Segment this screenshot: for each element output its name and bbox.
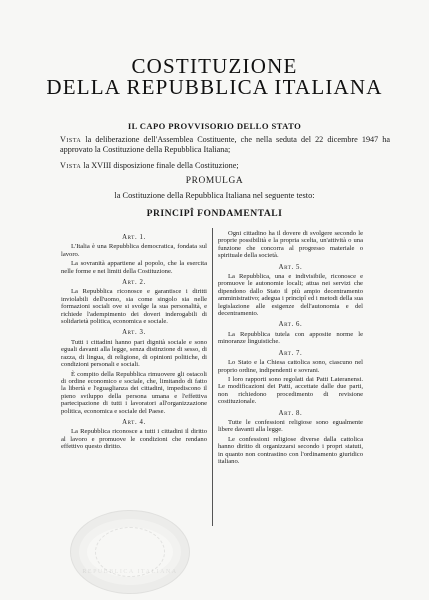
column-divider (212, 228, 213, 526)
article-paragraph: La Repubblica riconosce a tutti i cittadini il diritto al lavoro e promuove le condizioni che rendano effettivo questo diritto. (61, 428, 207, 451)
vista-text: la XVIII disposizione finale della Costituzione; (83, 161, 239, 170)
article-paragraph: La Repubblica tutela con apposite norme le minoranze linguistiche. (218, 330, 363, 346)
vista-paragraph-1 (60, 135, 390, 154)
article-paragraph: La Repubblica riconosce e garantisce i diritti inviolabili dell'uomo, sia come singolo sia nelle formazioni sociali ove si svolge la sua personalità, e richiede l'adempimento dei doveri inderogabili di solidarietà politica, economica e sociale. (61, 288, 207, 326)
article-heading: Art. 2. (122, 279, 146, 287)
article-paragraph: Tutte le confessioni religiose sono egualmente libere davanti alla legge. (218, 418, 363, 434)
article-paragraph: L'Italia è una Repubblica democratica, fondata sul lavoro. (61, 243, 207, 258)
article-heading: Art. 8. (278, 409, 303, 417)
promulga-heading: PROMULGA (185, 176, 244, 186)
left-column (61, 230, 207, 453)
vista-word: Vista (60, 161, 82, 170)
article-paragraph: I loro rapporti sono regolati dai Patti Lateranensi. Le modificazioni dei Patti, accettate dalle due parti, non richiedono procedimento di revisione costituzionale. (218, 375, 363, 406)
vista-word: Vista (60, 135, 82, 144)
article-heading: Art. 7. (278, 349, 303, 357)
article-heading: Art. 5. (278, 263, 303, 271)
article-heading: Art. 3. (122, 329, 146, 337)
promulga-text: la Costituzione della Repubblica Italiana nel seguente testo: (114, 191, 315, 200)
article-paragraph: La sovranità appartiene al popolo, che la esercita nelle forme e nei limiti della Costituzione. (61, 260, 207, 275)
article-paragraph: La Repubblica, una e indivisibile, riconosce e promuove le autonomie locali; attua nei servizi che dipendono dallo Stato il più ampio decentramento amministrativo; adegua i principî ed i metodi della sua legislazione alle esigenze dell'autonomia e del decentramento. (218, 273, 363, 318)
article-paragraph: È compito della Repubblica rimuovere gli ostacoli di ordine economico e sociale, che, limitando di fatto la libertà e l'eguaglianza dei cittadini, impediscono il pieno sviluppo della persona umana e l'effettiva partecipazione di tutti i lavoratori all'organizzazione politica, economica e sociale del Paese. (61, 370, 207, 415)
title-line-1: COSTITUZIONE (131, 54, 298, 78)
title-line-2: DELLA REPUBBLICA ITALIANA (46, 75, 383, 99)
article-paragraph: Ogni cittadino ha il dovere di svolgere secondo le proprie possibilità e la propria scelta, un'attività o una funzione che concorra al progresso materiale o spirituale della società. (218, 230, 363, 260)
article-heading: Art. 6. (278, 321, 303, 329)
principi-heading: PRINCIPÎ FONDAMENTALI (146, 208, 283, 219)
vista-text: la deliberazione dell'Assemblea Costituente, che nella seduta del 22 dicembre 1947 ha approvato la Costituzione della Repubblica Italiana; (60, 135, 391, 154)
vista-paragraph-2 (60, 161, 390, 171)
article-paragraph: Tutti i cittadini hanno pari dignità sociale e sono eguali davanti alla legge, senza distinzione di sesso, di razza, di lingua, di religione, di opinioni politiche, di condizioni personali e sociali. (61, 338, 207, 369)
seal-stamp (70, 510, 190, 594)
article-heading: Art. 4. (122, 418, 146, 426)
head-of-state-heading: IL CAPO PROVVISORIO DELLO STATO (127, 121, 302, 131)
article-paragraph: Lo Stato e la Chiesa cattolica sono, ciascuno nel proprio ordine, indipendenti e sovrani. (218, 359, 363, 374)
right-column (218, 230, 363, 467)
seal-text: REPUBBLICA ITALIANA (82, 569, 178, 575)
article-heading: Art. 1. (122, 234, 146, 241)
article-paragraph: Le confessioni religiose diverse dalla cattolica hanno diritto di organizzarsi secondo i propri statuti, in quanto non contrastino con l'ordinamento giuridico italiano. (218, 435, 363, 465)
